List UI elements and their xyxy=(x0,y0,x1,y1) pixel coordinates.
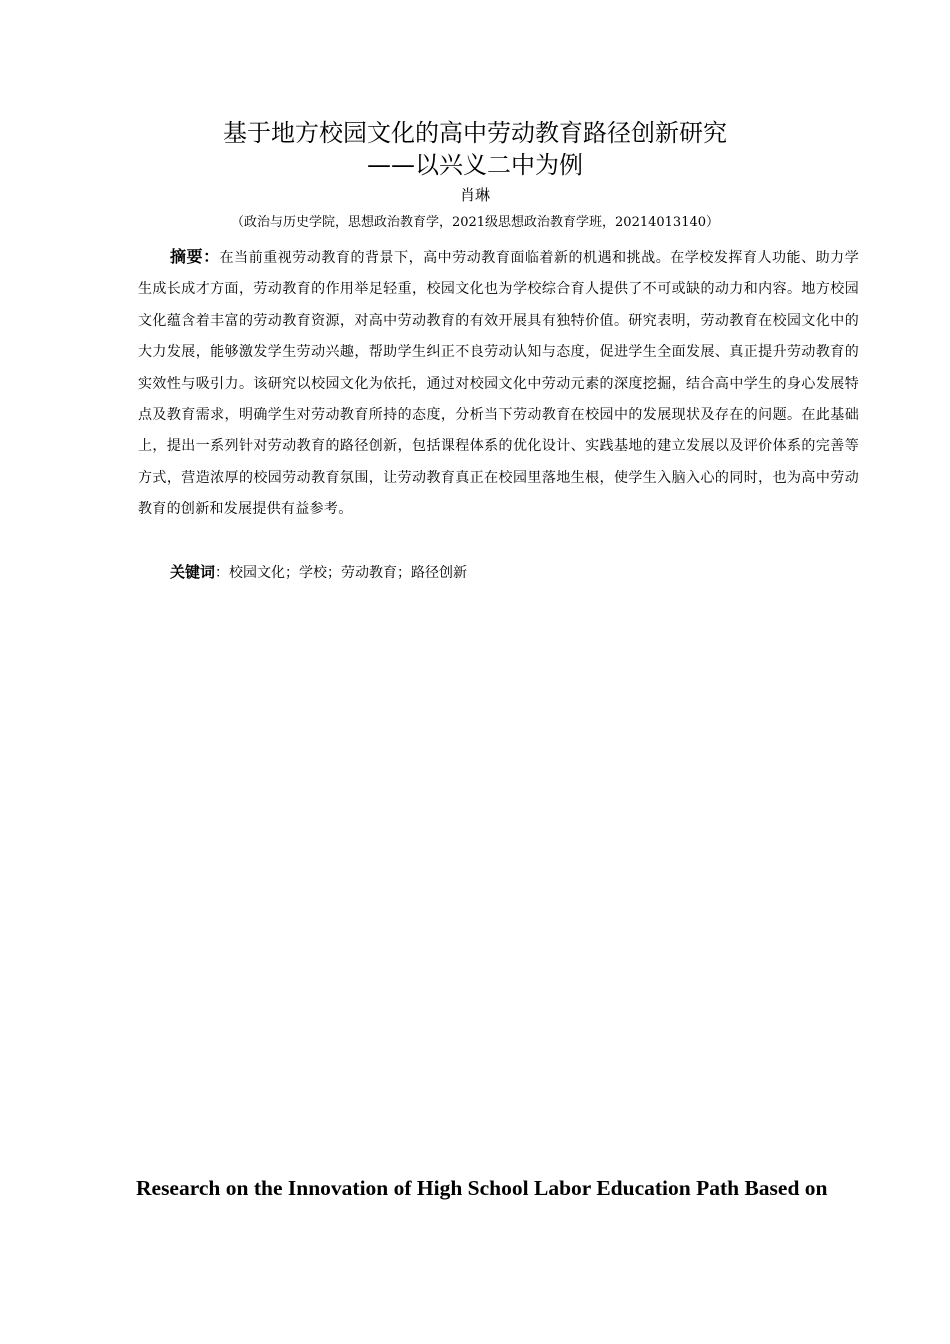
abstract-label: 摘要： xyxy=(170,247,220,266)
abstract-text: 在当前重视劳动教育的背景下，高中劳动教育面临着新的机遇和挑战。在学校发挥育人功能、助力学生成长成才方面，劳动教育的作用举足轻重，校园文化也为学校综合育人提供了不可或缺的动力和内容。地方校园文化蕴含着丰富的劳动教育资源，对高中劳动教育的有效开展具有独特价值。研究表明，劳动教育在校园文化中的大力发展，能够激发学生劳动兴趣，帮助学生纠正不良劳动认知与态度，促进学生全面发展、真正提升劳动教育的实效性与吸引力。该研究以校园文化为依托，通过对校园文化中劳动元素的深度挖掘，结合高中学生的身心发展特点及教育需求，明确学生对劳动教育所持的态度，分析当下劳动教育在校园中的发展现状及存在的问题。在此基础上，提出一系列针对劳动教育的路径创新，包括课程体系的优化设计、实践基地的建立发展以及评价体系的完善等方式，营造浓厚的校园劳动教育氛围，让劳动教育真正在校园里落地生根，使学生入脑入心的同时，也为高中劳动教育的创新和发展提供有益参考。 xyxy=(138,250,860,518)
author-name: 肖琳 xyxy=(459,186,490,204)
keywords-line xyxy=(138,560,859,585)
title-line-1: 基于地方校园文化的高中劳动教育路径创新研究 xyxy=(223,119,727,147)
keywords-label: 关键词 xyxy=(170,563,216,581)
english-title: Research on the Innovation of High School Labor Education Path Based on xyxy=(136,1176,828,1200)
author-affiliation: （政治与历史学院，思想政治教育学，2021级思想政治教育学班，20214013140） xyxy=(230,215,720,230)
title-line-2: ——以兴义二中为例 xyxy=(367,151,583,179)
keywords-text: ：校园文化；学校；劳动教育；路径创新 xyxy=(215,565,468,581)
abstract-paragraph xyxy=(138,241,859,526)
